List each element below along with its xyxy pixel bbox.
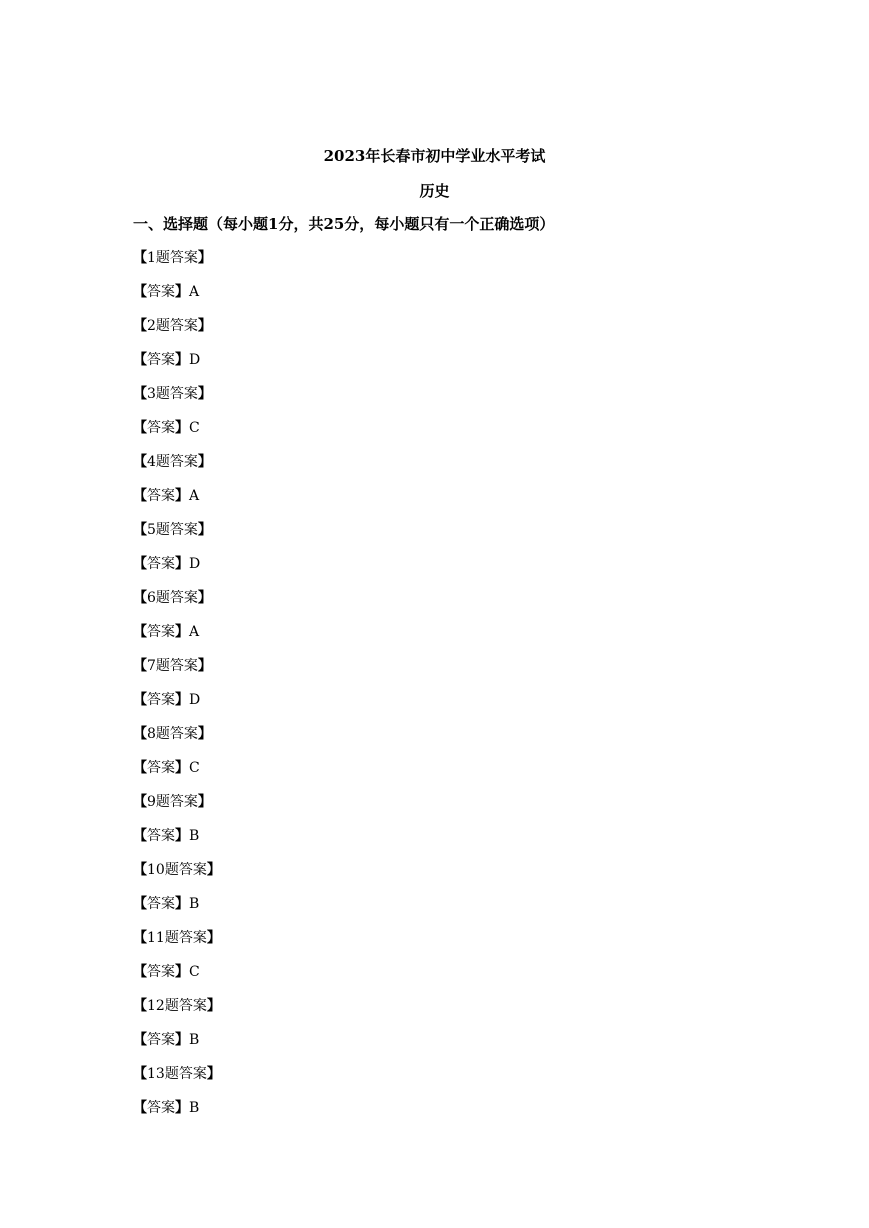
bracket-open: 【 bbox=[133, 1066, 147, 1082]
bracket-close: 】 bbox=[175, 964, 189, 980]
subject-title: 历史 bbox=[419, 182, 450, 200]
answer-label: 答案 bbox=[147, 964, 175, 980]
bracket-open: 【 bbox=[133, 862, 147, 878]
answer-row bbox=[133, 758, 221, 792]
answer-value: D bbox=[189, 556, 201, 572]
bracket-open: 【 bbox=[133, 794, 147, 810]
answer-row bbox=[133, 486, 221, 520]
bracket-open: 【 bbox=[133, 420, 147, 436]
bracket-close: 】 bbox=[197, 250, 212, 266]
question-header-text: 11题答案 bbox=[147, 930, 207, 946]
question-header-text: 12题答案 bbox=[147, 998, 207, 1014]
bracket-close: 】 bbox=[175, 896, 189, 912]
question-header bbox=[133, 792, 221, 826]
answer-row bbox=[133, 1098, 221, 1132]
bracket-close: 】 bbox=[197, 318, 212, 334]
bracket-close: 】 bbox=[175, 556, 189, 572]
bracket-close: 】 bbox=[175, 692, 189, 708]
answer-value: B bbox=[189, 1032, 200, 1048]
question-header bbox=[133, 452, 221, 486]
bracket-open: 【 bbox=[133, 386, 147, 402]
bracket-close: 】 bbox=[175, 760, 189, 776]
question-header-text: 9题答案 bbox=[147, 794, 198, 810]
question-header-text: 7题答案 bbox=[147, 658, 198, 674]
bracket-close: 】 bbox=[197, 794, 212, 810]
bracket-close: 】 bbox=[175, 488, 189, 504]
answer-value: C bbox=[189, 420, 200, 436]
bracket-open: 【 bbox=[133, 454, 147, 470]
bracket-open: 【 bbox=[133, 522, 147, 538]
answer-row bbox=[133, 1030, 221, 1064]
question-header bbox=[133, 1064, 221, 1098]
section-heading: 一、选择题（每小题1分，共25分，每小题只有一个正确选项） bbox=[133, 215, 555, 233]
bracket-open: 【 bbox=[133, 930, 147, 946]
answer-row bbox=[133, 554, 221, 588]
answer-value: D bbox=[189, 692, 201, 708]
bracket-close: 】 bbox=[197, 726, 212, 742]
answer-row bbox=[133, 282, 221, 316]
bracket-close: 】 bbox=[197, 658, 212, 674]
question-header-text: 10题答案 bbox=[147, 862, 207, 878]
question-header-text: 6题答案 bbox=[147, 590, 198, 606]
question-header bbox=[133, 724, 221, 758]
answer-value: A bbox=[189, 284, 200, 300]
bracket-open: 【 bbox=[133, 658, 147, 674]
question-header-text: 5题答案 bbox=[147, 522, 198, 538]
question-header bbox=[133, 384, 221, 418]
answer-label: 答案 bbox=[147, 828, 175, 844]
bracket-open: 【 bbox=[133, 998, 147, 1014]
bracket-open: 【 bbox=[133, 760, 147, 776]
bracket-open: 【 bbox=[133, 488, 147, 504]
bracket-close: 】 bbox=[197, 522, 212, 538]
bracket-open: 【 bbox=[133, 352, 147, 368]
question-header bbox=[133, 520, 221, 554]
question-header-text: 1题答案 bbox=[147, 250, 198, 266]
bracket-open: 【 bbox=[133, 1032, 147, 1048]
question-header-text: 8题答案 bbox=[147, 726, 198, 742]
bracket-close: 】 bbox=[197, 454, 212, 470]
bracket-close: 】 bbox=[175, 352, 189, 368]
bracket-open: 【 bbox=[133, 828, 147, 844]
question-header bbox=[133, 928, 221, 962]
bracket-close: 】 bbox=[175, 284, 189, 300]
bracket-open: 【 bbox=[133, 692, 147, 708]
bracket-close: 】 bbox=[206, 930, 221, 946]
bracket-close: 】 bbox=[175, 828, 189, 844]
bracket-close: 】 bbox=[175, 420, 189, 436]
answer-label: 答案 bbox=[147, 488, 175, 504]
bracket-close: 】 bbox=[206, 998, 221, 1014]
answer-value: A bbox=[189, 624, 200, 640]
answer-value: B bbox=[189, 828, 200, 844]
answer-row bbox=[133, 826, 221, 860]
bracket-close: 】 bbox=[175, 1032, 189, 1048]
answer-value: D bbox=[189, 352, 201, 368]
bracket-open: 【 bbox=[133, 590, 147, 606]
question-header bbox=[133, 588, 221, 622]
bracket-open: 【 bbox=[133, 284, 147, 300]
question-header bbox=[133, 860, 221, 894]
answer-label: 答案 bbox=[147, 692, 175, 708]
bracket-close: 】 bbox=[206, 1066, 221, 1082]
answer-row bbox=[133, 894, 221, 928]
bracket-open: 【 bbox=[133, 318, 147, 334]
question-header-text: 13题答案 bbox=[147, 1066, 207, 1082]
answer-label: 答案 bbox=[147, 420, 175, 436]
document-title: 2023年长春市初中学业水平考试 bbox=[323, 147, 546, 165]
question-header bbox=[133, 248, 221, 282]
answer-label: 答案 bbox=[147, 1100, 175, 1116]
answer-list bbox=[133, 248, 221, 1132]
answer-label: 答案 bbox=[147, 556, 175, 572]
answer-value: C bbox=[189, 760, 200, 776]
question-header-text: 4题答案 bbox=[147, 454, 198, 470]
answer-label: 答案 bbox=[147, 352, 175, 368]
answer-label: 答案 bbox=[147, 284, 175, 300]
bracket-close: 】 bbox=[175, 1100, 189, 1116]
answer-value: B bbox=[189, 1100, 200, 1116]
bracket-open: 【 bbox=[133, 964, 147, 980]
question-header bbox=[133, 996, 221, 1030]
bracket-open: 【 bbox=[133, 556, 147, 572]
answer-value: C bbox=[189, 964, 200, 980]
bracket-close: 】 bbox=[197, 590, 212, 606]
bracket-close: 】 bbox=[175, 624, 189, 640]
bracket-close: 】 bbox=[206, 862, 221, 878]
answer-label: 答案 bbox=[147, 1032, 175, 1048]
bracket-open: 【 bbox=[133, 1100, 147, 1116]
answer-label: 答案 bbox=[147, 896, 175, 912]
bracket-open: 【 bbox=[133, 896, 147, 912]
bracket-open: 【 bbox=[133, 726, 147, 742]
bracket-close: 】 bbox=[197, 386, 212, 402]
answer-label: 答案 bbox=[147, 624, 175, 640]
answer-row bbox=[133, 622, 221, 656]
answer-value: B bbox=[189, 896, 200, 912]
bracket-open: 【 bbox=[133, 624, 147, 640]
question-header bbox=[133, 316, 221, 350]
question-header bbox=[133, 656, 221, 690]
answer-row bbox=[133, 962, 221, 996]
bracket-open: 【 bbox=[133, 250, 147, 266]
question-header-text: 2题答案 bbox=[147, 318, 198, 334]
answer-value: A bbox=[189, 488, 200, 504]
answer-row bbox=[133, 350, 221, 384]
answer-row bbox=[133, 418, 221, 452]
answer-label: 答案 bbox=[147, 760, 175, 776]
question-header-text: 3题答案 bbox=[147, 386, 198, 402]
answer-row bbox=[133, 690, 221, 724]
